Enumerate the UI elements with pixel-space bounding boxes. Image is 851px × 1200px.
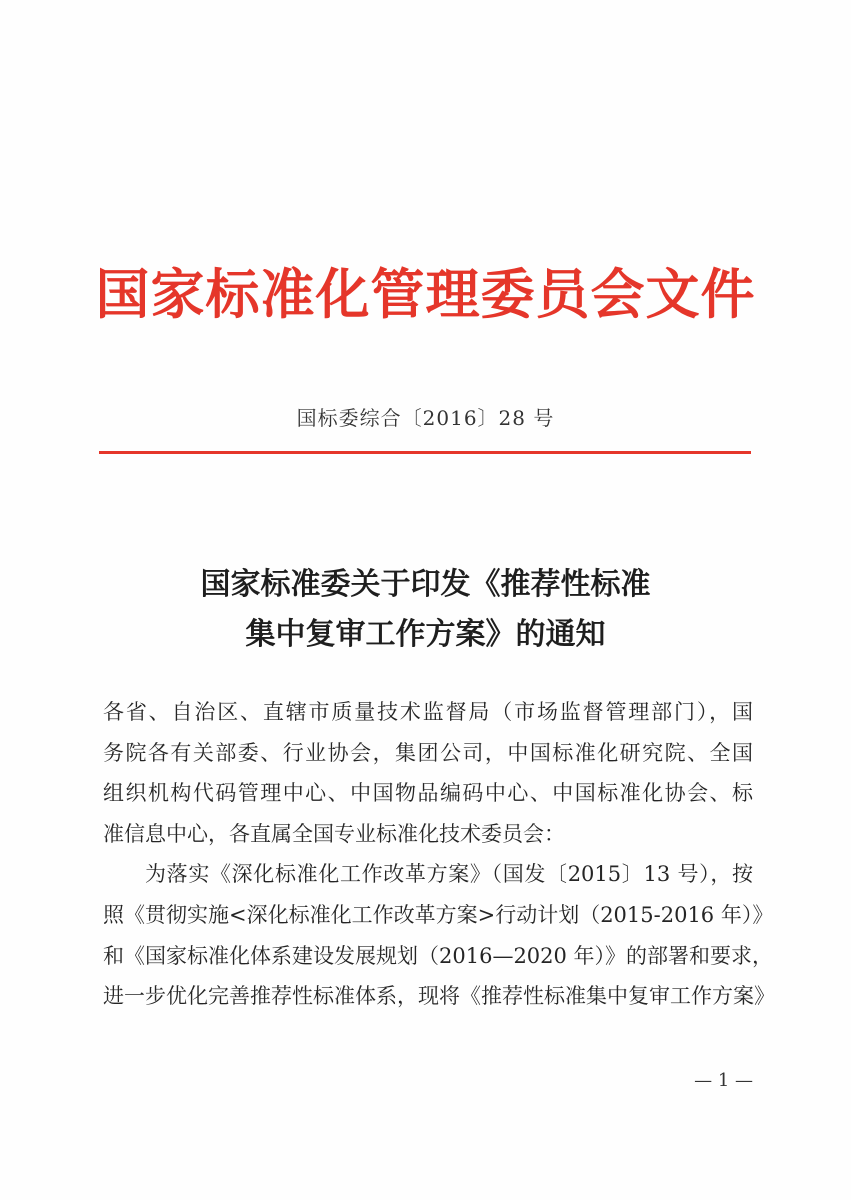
notice-title-line-1: 国家标准委关于印发《推荐性标准 [200, 567, 651, 602]
body-line: 照《贯彻实施<深化标准化工作改革方案>行动计划（2015-2016 年）》 [103, 902, 774, 927]
body-line: 准信息中心，各直属全国专业标准化技术委员会： [103, 821, 565, 846]
body-line: 各省、自治区、直辖市质量技术监督局（市场监督管理部门），国 [103, 700, 753, 724]
body-line: 和《国家标准化体系建设发展规划（2016—2020 年）》的部署和要求， [103, 943, 774, 968]
body-text [103, 692, 775, 1017]
page-number: — 1 — [694, 1070, 753, 1091]
body-line: 为落实《深化标准化工作改革方案》（国发〔2015〕13 号），按 [145, 862, 753, 887]
notice-title [0, 560, 851, 660]
body-line: 组织机构代码管理中心、中国物品编码中心、中国标准化协会、标 [103, 781, 753, 806]
body-line: 务院各有关部委、行业协会，集团公司，中国标准化研究院、全国 [103, 740, 753, 765]
notice-title-line-2: 集中复审工作方案》的通知 [245, 617, 606, 652]
issuing-authority-title: 国家标准化管理委员会文件 [95, 262, 756, 326]
body-line: 进一步优化完善推荐性标准体系，现将《推荐性标准集中复审工作方案》 [103, 984, 775, 1009]
red-divider-line [99, 451, 751, 454]
document-number: 国标委综合〔2016〕28 号 [296, 406, 555, 430]
